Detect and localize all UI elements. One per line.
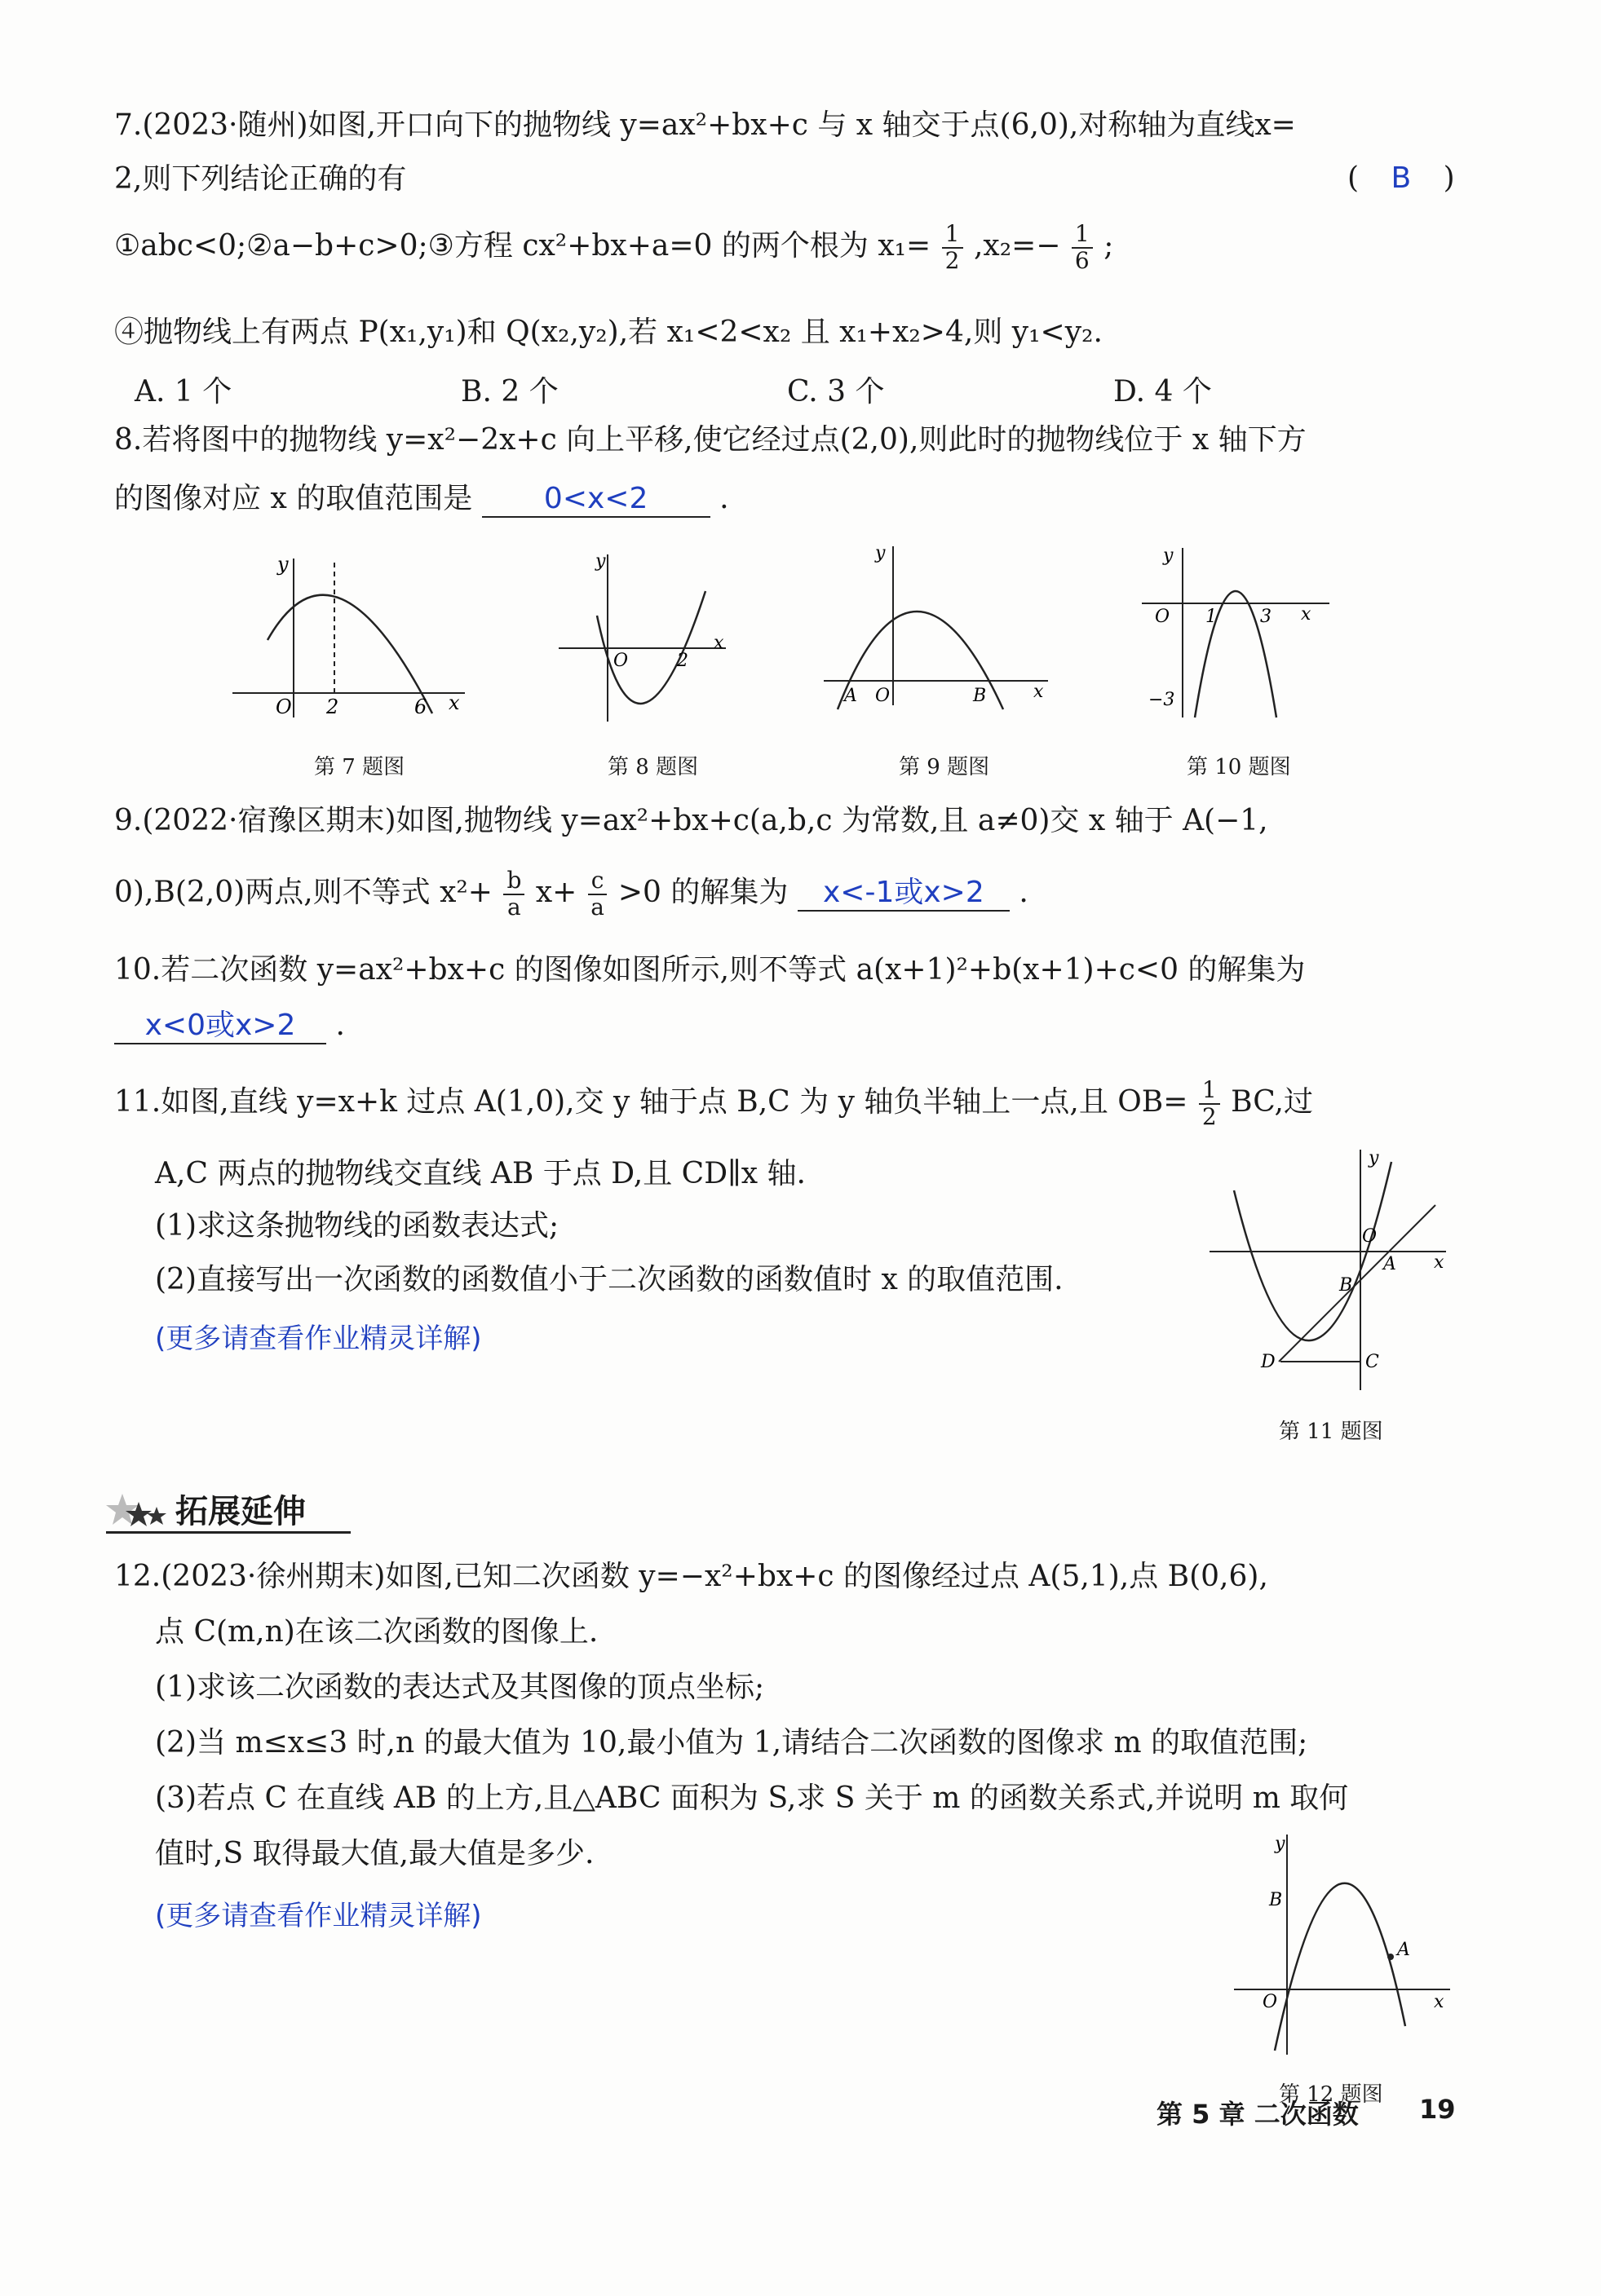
q11-more-link[interactable]: (更多请查看作业精灵详解)	[155, 1322, 482, 1355]
label-a: A	[1397, 1940, 1410, 1960]
frac-num: c	[588, 868, 608, 895]
q10-suffix: .	[335, 1009, 345, 1042]
q7-answer: B	[1391, 161, 1412, 195]
q9-line1: 9.(2022·宿豫区期末)如图,抛物线 y=ax²+bx+c(a,b,c 为常数,且 a≠0)交 x 轴于 A(−1,	[114, 804, 1268, 837]
caption-fig7: 第 7 题图	[314, 755, 405, 779]
label-y: y	[1275, 1834, 1285, 1854]
q7-option-c: C. 3 个	[787, 375, 885, 408]
figure-12	[1230, 1826, 1458, 2063]
q12-part1: (1)求该二次函数的表达式及其图像的顶点坐标;	[155, 1671, 765, 1704]
q11-line1-b: BC,过	[1231, 1084, 1313, 1119]
q12-line1: 12.(2023·徐州期末)如图,已知二次函数 y=−x²+bx+c 的图像经过点 A(5,1),点 B(0,6),	[114, 1560, 1268, 1593]
label-b: B	[1339, 1275, 1353, 1296]
q9-line2-b: x+	[535, 875, 577, 909]
q12-part3a: (3)若点 C 在直线 AB 的上方,且△ABC 面积为 S,求 S 关于 m 的函数关系式,并说明 m 取何	[155, 1782, 1349, 1815]
page-number: 19	[1419, 2094, 1456, 2125]
q7-stmt-b: ,x₂=−	[973, 228, 1061, 263]
label-c: C	[1365, 1352, 1379, 1372]
label-o: O	[613, 651, 629, 671]
frac-num: b	[503, 868, 524, 895]
frac-den: 2	[1201, 1102, 1217, 1130]
q12-part2: (2)当 m≤x≤3 时,n 的最大值为 10,最小值为 1,请结合二次函数的图像求 m 的取值范围;	[155, 1726, 1308, 1760]
q7-line2: 2,则下列结论正确的有	[114, 162, 407, 196]
line-ab	[1279, 1205, 1435, 1362]
label-y: y	[875, 543, 886, 563]
figure-9	[820, 538, 1056, 726]
label-x: x	[449, 691, 460, 714]
q7-option-b: B. 2 个	[461, 375, 559, 408]
q7-stmt-c: ;	[1103, 228, 1114, 263]
tick-2: 2	[677, 651, 688, 671]
q8-suffix: .	[719, 482, 729, 515]
q12-part3b: 值时,S 取得最大值,最大值是多少.	[155, 1837, 595, 1870]
q11-line1	[114, 1078, 1313, 1130]
figure-11	[1205, 1146, 1450, 1398]
q9-suffix: .	[1019, 875, 1028, 909]
frac-den: a	[590, 893, 604, 921]
parabola	[268, 595, 432, 713]
q7-stmt-a: ①abc<0;②a−b+c>0;③方程 cx²+bx+a=0 的两个根为 x₁=	[114, 228, 931, 263]
q10-line1: 10.若二次函数 y=ax²+bx+c 的图像如图所示,则不等式 a(x+1)²+b(x+1)+c<0 的解集为	[114, 953, 1306, 987]
tick-1: 1	[1205, 607, 1217, 627]
q12-line2: 点 C(m,n)在该二次函数的图像上.	[155, 1615, 599, 1649]
q11-line1-a: 11.如图,直线 y=x+k 过点 A(1,0),交 y 轴于点 B,C 为 y 轴负半轴上一点,且 OB=	[114, 1084, 1188, 1119]
fraction	[1072, 222, 1093, 274]
parabola	[597, 591, 705, 704]
q9-line2-c: >0 的解集为	[617, 875, 789, 909]
paren-open: (	[1347, 161, 1360, 195]
frac-den: 6	[1074, 246, 1090, 274]
label-o: O	[1155, 607, 1170, 627]
label-y: y	[277, 553, 289, 576]
label-x: x	[1434, 1252, 1444, 1273]
q8-line2-prefix: 的图像对应 x 的取值范围是	[114, 482, 473, 515]
fraction	[1199, 1078, 1220, 1130]
label-d: D	[1261, 1352, 1276, 1372]
q11-part1: (1)求这条抛物线的函数表达式;	[155, 1209, 559, 1243]
q7-option-d: D. 4 个	[1113, 375, 1212, 408]
q11-part2: (2)直接写出一次函数的函数值小于二次函数的函数值时 x 的取值范围.	[155, 1263, 1064, 1296]
q7-option-a: A. 1 个	[135, 375, 232, 408]
section-divider	[106, 1531, 351, 1534]
label-o: O	[875, 686, 891, 706]
label-y: y	[1163, 545, 1174, 566]
caption-fig9: 第 9 题图	[899, 755, 990, 779]
label-x: x	[1301, 604, 1311, 625]
paren-close: )	[1443, 161, 1455, 195]
fraction	[588, 868, 608, 921]
frac-den: 2	[944, 246, 960, 274]
figure-8	[555, 542, 734, 730]
label-o: O	[1263, 1992, 1278, 2012]
q11-line2: A,C 两点的抛物线交直线 AB 于点 D,且 CD∥x 轴.	[155, 1157, 806, 1190]
section-title: 拓展延伸	[175, 1493, 306, 1530]
point-a	[1387, 1954, 1394, 1960]
q12-more-link[interactable]: (更多请查看作业精灵详解)	[155, 1900, 482, 1932]
q10-line2	[114, 1008, 345, 1044]
label-y: y	[595, 551, 606, 572]
tick-6: 6	[414, 695, 427, 718]
q10-answer: x<0或x>2	[114, 1008, 326, 1044]
q8-answer: 0<x<2	[482, 481, 710, 518]
label-a: A	[844, 686, 857, 706]
q7-statements-1-3	[114, 222, 1113, 274]
frac-num: 1	[1072, 222, 1093, 249]
q7-answer-paren	[1347, 161, 1455, 195]
label-o: O	[1362, 1226, 1378, 1247]
frac-num: 1	[1199, 1078, 1220, 1105]
q7-statement-4: ④抛物线上有两点 P(x₁,y₁)和 Q(x₂,y₂),若 x₁<2<x₂ 且 x₁+x₂>4,则 y₁<y₂.	[114, 316, 1103, 349]
label-o: O	[276, 695, 292, 718]
q7-line1: 7.(2023·随州)如图,开口向下的抛物线 y=ax²+bx+c 与 x 轴交于点(6,0),对称轴为直线x=	[114, 108, 1296, 142]
frac-den: a	[507, 893, 521, 921]
q8-line2	[114, 481, 729, 518]
footer-chapter: 第 5 章 二次函数	[1157, 2099, 1359, 2130]
label-x: x	[714, 633, 724, 653]
parabola	[1275, 1883, 1405, 2051]
caption-fig11: 第 11 题图	[1279, 1420, 1383, 1444]
label-b: B	[973, 686, 987, 706]
q9-line2-a: 0),B(2,0)两点,则不等式 x²+	[114, 875, 493, 909]
q8-line1: 8.若将图中的抛物线 y=x²−2x+c 向上平移,使它经过点(2,0),则此时的抛物线位于 x 轴下方	[114, 423, 1307, 457]
fraction	[942, 222, 963, 274]
tick-3: 3	[1260, 607, 1272, 627]
label-x: x	[1434, 1992, 1444, 2012]
caption-fig8: 第 8 题图	[608, 755, 699, 779]
q9-line2	[114, 868, 1028, 921]
label-x: x	[1033, 682, 1044, 702]
tick-2: 2	[326, 695, 339, 718]
figure-10	[1134, 538, 1338, 726]
stars-icon	[106, 1490, 171, 1530]
figure-7	[228, 546, 473, 726]
fraction	[503, 868, 524, 921]
label-a: A	[1383, 1254, 1396, 1274]
q9-answer: x<-1或x>2	[798, 875, 1010, 912]
caption-fig10: 第 10 题图	[1187, 755, 1291, 779]
frac-num: 1	[942, 222, 963, 249]
tick-neg3: −3	[1148, 690, 1175, 710]
caption-fig12: 第 12 题图	[1279, 2082, 1383, 2107]
label-y: y	[1369, 1148, 1379, 1168]
label-b: B	[1269, 1890, 1283, 1910]
